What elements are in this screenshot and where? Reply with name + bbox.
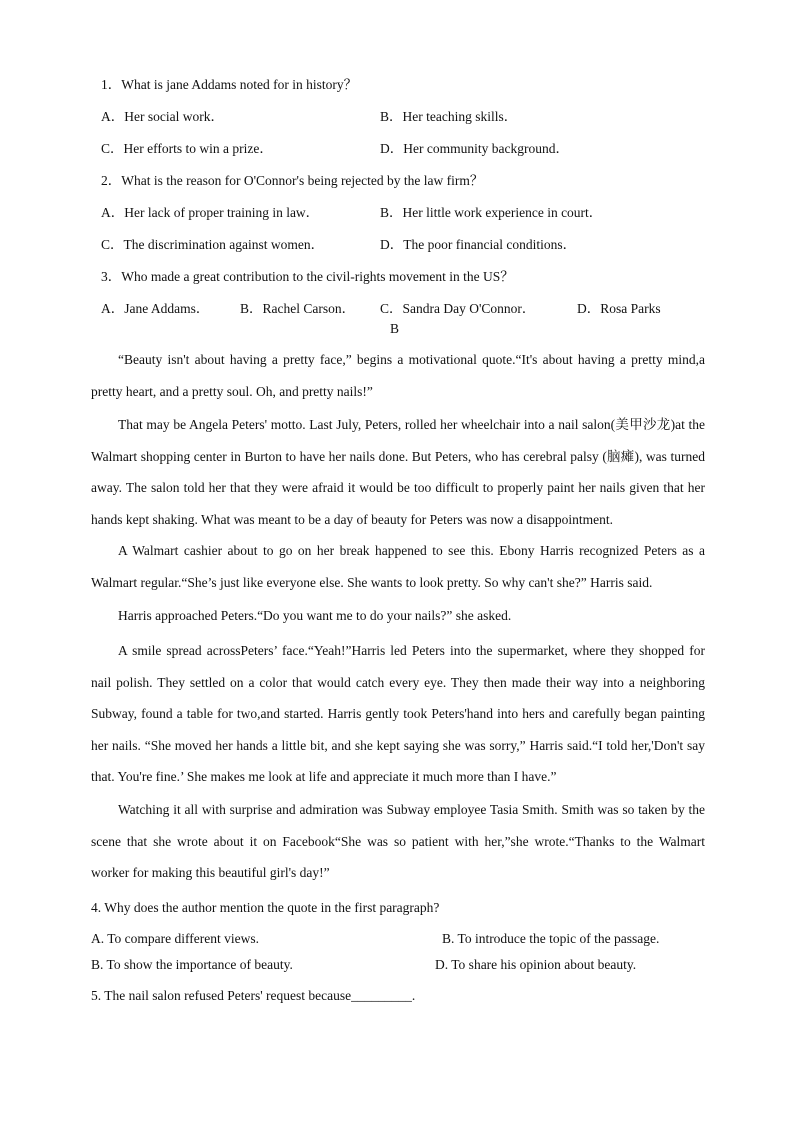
- question-2-option-b: B．Her little work experience in court．: [380, 205, 603, 220]
- question-4-option-b: B. To introduce the topic of the passage.: [442, 931, 660, 946]
- question-3-stem: 3．Who made a great contribution to the civil-rights movement in the US？: [101, 269, 514, 284]
- question-2-option-a: A．Her lack of proper training in law．: [101, 205, 320, 220]
- question-4-option-a: A. To compare different views.: [91, 931, 260, 946]
- question-4-option-c: B. To show the importance of beauty.: [91, 957, 293, 972]
- question-2-option-d: D．The poor financial conditions．: [380, 237, 577, 252]
- question-3-option-d: D．Rosa Parks: [577, 301, 661, 316]
- passage-paragraph-1: [91, 344, 705, 407]
- passage-paragraph-2-text: That may be Angela Peters' motto. Last July, Peters, rolled her wheelchair into a nail salon(美甲沙龙)at the Walmart shopping center in Burton to have her nails done. But Peters, who has cerebral palsy (脑瘫), was turned away. The salon told her that they were afraid it would be too difficult to properly paint her nails given that her hands kept shaking. What was meant to be a day of beauty for Peters was now a disappointment.: [91, 417, 705, 527]
- question-1-option-b: B．Her teaching skills．: [380, 109, 518, 124]
- question-1-option-a: A．Her social work．: [101, 109, 224, 124]
- passage-paragraph-4: [91, 600, 705, 632]
- passage-paragraph-6: [91, 794, 705, 889]
- question-2-stem: 2．What is the reason for O'Connor's being rejected by the law firm？: [101, 173, 484, 188]
- passage-paragraph-6-text: Watching it all with surprise and admiration was Subway employee Tasia Smith. Smith was so taken by the scene that she wrote about it on Facebook“She was so patient with her,”she wrote.“Thanks to the Walmart worker for making this beautiful girl's day!”: [91, 802, 705, 880]
- question-1-option-d: D．Her community background．: [380, 141, 569, 156]
- passage-paragraph-4-text: Harris approached Peters.“Do you want me to do your nails?” she asked.: [118, 608, 512, 623]
- section-label: B: [390, 321, 400, 336]
- question-3-option-c: C．Sandra Day O'Connor．: [380, 301, 536, 316]
- passage-paragraph-3: [91, 535, 705, 598]
- question-4-option-d: D. To share his opinion about beauty.: [435, 957, 637, 972]
- question-3-option-b: B．Rachel Carson．: [240, 301, 356, 316]
- question-5-stem: 5. The nail salon refused Peters' request because_________.: [91, 988, 416, 1003]
- passage-paragraph-1-text: “Beauty isn't about having a pretty face,” begins a motivational quote.“It's about having a pretty mind,a pretty heart, and a pretty soul. Oh, and pretty nails!”: [91, 352, 705, 399]
- question-3-option-a: A．Jane Addams．: [101, 301, 210, 316]
- question-1-stem: 1．What is jane Addams noted for in history？: [101, 77, 358, 92]
- question-1-option-c: C．Her efforts to win a prize．: [101, 141, 273, 156]
- passage-paragraph-3-text: A Walmart cashier about to go on her break happened to see this. Ebony Harris recognized Peters as a Walmart regular.“She’s just like everyone else. She wants to look pretty. So why can't she?” Harris said.: [91, 543, 705, 590]
- passage-paragraph-5-text: A smile spread acrossPeters’ face.“Yeah!”Harris led Peters into the supermarket, where they shopped for nail polish. They settled on a color that would catch every eye. They then made their way into a neighboring Subway, found a table for two,and started. Harris gently took Peters'hand into hers and carefully began painting her nails. “She moved her hands a little bit, and she kept saying she was sorry,” Harris said.“I told her,'Don't say that. You're fine.’ She makes me look at life and appreciate it much more than I have.”: [91, 643, 705, 784]
- question-2-option-c: C．The discrimination against women．: [101, 237, 325, 252]
- passage-paragraph-5: [91, 635, 705, 793]
- passage-paragraph-2: [91, 409, 705, 535]
- question-4-stem: 4. Why does the author mention the quote in the first paragraph?: [91, 900, 440, 915]
